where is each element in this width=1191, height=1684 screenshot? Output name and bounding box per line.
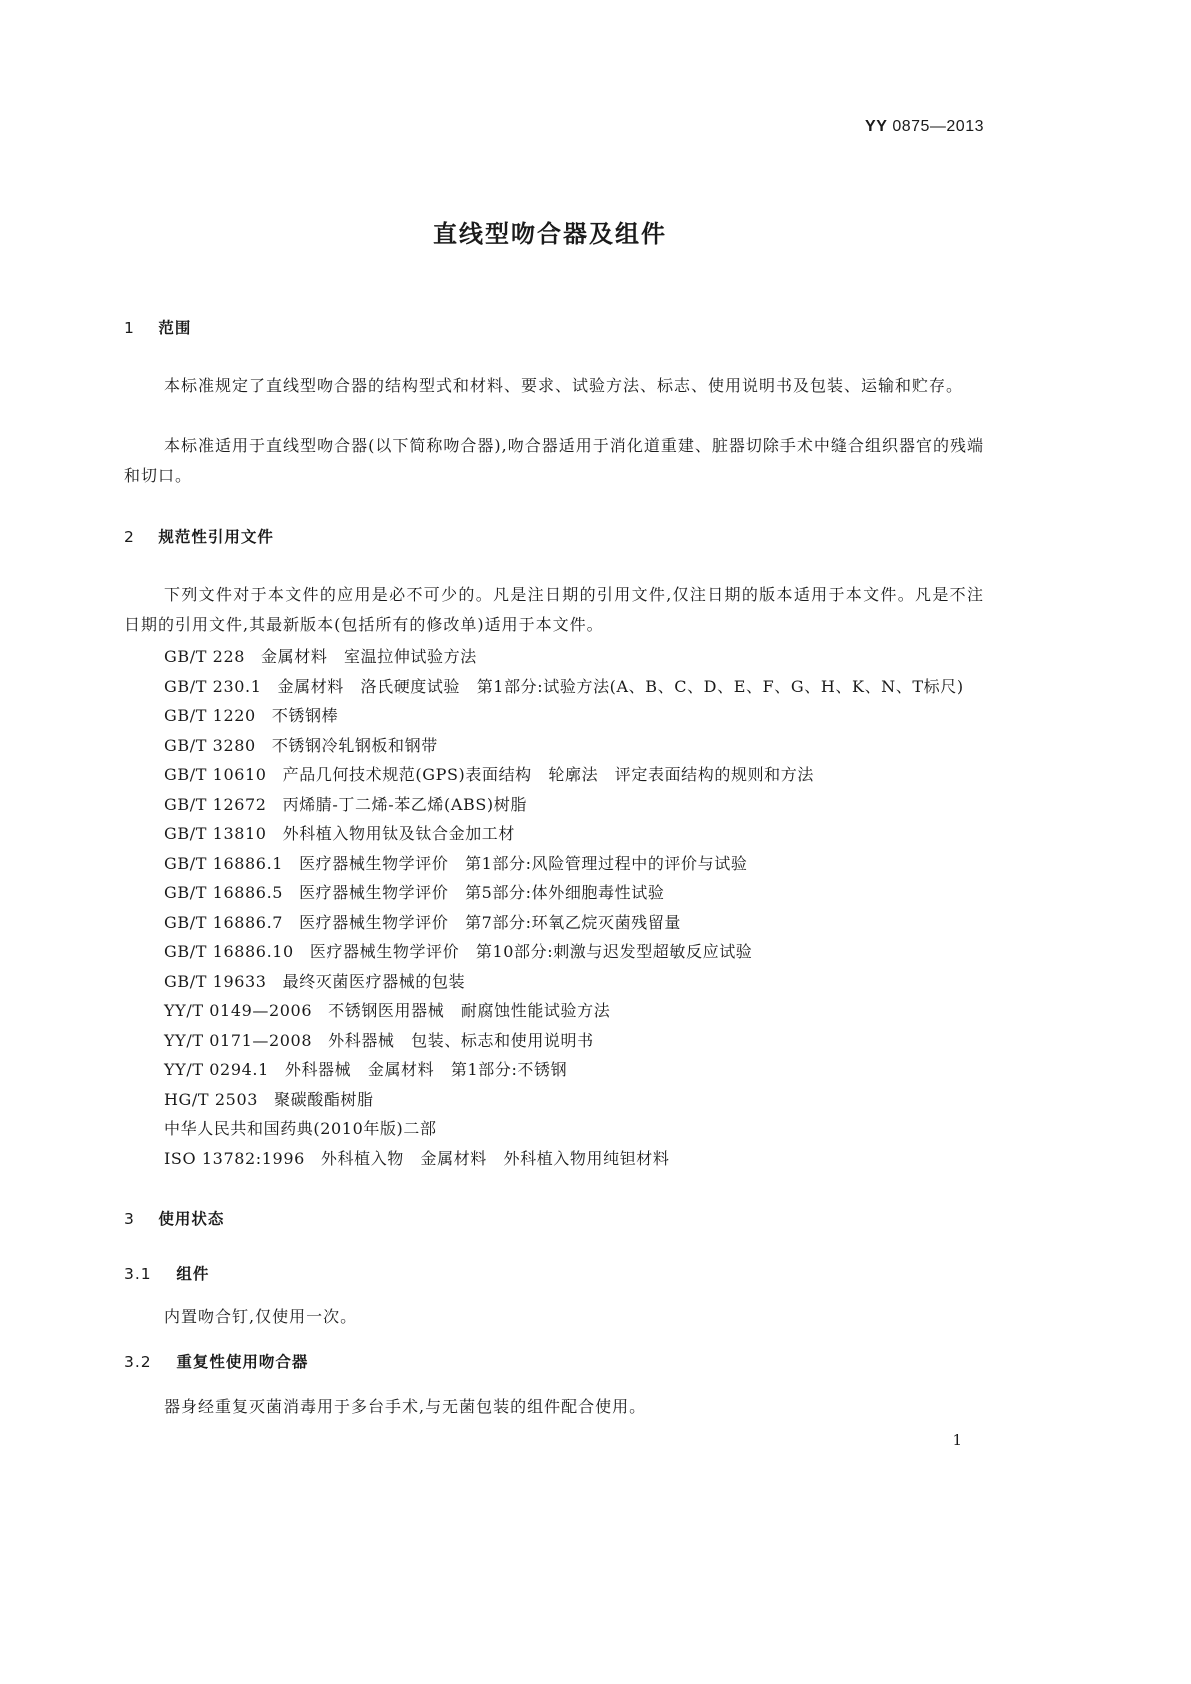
reference-code: GB/T 16886.1 [164,853,284,873]
standard-code-number: 0875—2013 [892,118,984,135]
reference-code: GB/T 16886.10 [164,942,294,961]
section-3-heading [124,1207,224,1229]
reference-item [164,878,994,908]
section-3-2-title: 重复性使用吻合器 [176,1353,309,1371]
reference-code: ISO 13782:1996 [164,1148,305,1168]
scope-paragraph-2: 本标准适用于直线型吻合器(以下简称吻合器),吻合器适用于消化道重建、脏器切除手术中缝合组织器官的残端和切口。 [124,436,984,485]
section-3-1-title: 组件 [176,1265,210,1283]
reference-item [164,672,994,702]
reference-item [164,1114,994,1144]
scope-paragraph-1: 本标准规定了直线型吻合器的结构型式和材料、要求、试验方法、标志、使用说明书及包装、运输和贮存。 [164,376,964,395]
reference-code: YY/T 0294.1 [164,1060,269,1079]
reference-code: 中华人民共和国药典(2010年版)二部 [164,1119,437,1138]
reference-item [164,1085,994,1115]
reference-title: 外科植入物用钛及钛合金加工材 [282,824,515,843]
reference-item [164,937,994,967]
reference-title: 产品几何技术规范(GPS)表面结构 轮廓法 评定表面结构的规则和方法 [282,765,814,784]
reference-title: 医疗器械生物学评价 第1部分:风险管理过程中的评价与试验 [299,853,748,873]
reference-item [164,1026,994,1056]
reference-code: GB/T 228 [164,647,246,666]
reference-title: 金属材料 室温拉伸试验方法 [261,647,477,666]
reusable-paragraph: 器身经重复灭菌消毒用于多台手术,与无菌包装的组件配合使用。 [164,1397,647,1416]
reference-code: GB/T 1220 [164,706,256,725]
reference-code: GB/T 16886.5 [164,883,284,902]
section-3-1-heading [124,1262,209,1284]
reference-code: GB/T 16886.7 [164,912,284,932]
reference-title: 聚碳酸酯树脂 [274,1089,374,1109]
reference-item [164,996,994,1026]
reference-code: HG/T 2503 [164,1089,259,1109]
reference-item [164,790,994,820]
reference-item [164,908,994,938]
components-paragraph: 内置吻合钉,仅使用一次。 [164,1307,358,1326]
reference-item [164,849,994,879]
reference-code: GB/T 230.1 [164,676,262,696]
reference-item [164,731,994,761]
reference-title: 最终灭菌医疗器械的包装 [282,971,466,991]
section-2-heading [124,525,274,547]
reference-title: 医疗器械生物学评价 第7部分:环氧乙烷灭菌残留量 [299,912,682,932]
reference-title: 不锈钢棒 [271,706,339,725]
section-1-number: 1 [124,319,135,337]
reference-title: 外科器械 包装、标志和使用说明书 [328,1030,594,1050]
reference-item [164,1055,994,1085]
section-3-number: 3 [124,1210,135,1228]
reference-item [164,701,994,731]
section-1-heading [124,316,191,338]
reference-code: GB/T 12672 [164,794,267,814]
reference-title: 医疗器械生物学评价 第10部分:刺激与迟发型超敏反应试验 [309,942,753,961]
reference-title: 不锈钢医用器械 耐腐蚀性能试验方法 [328,1001,611,1020]
reference-list [164,642,994,1173]
reference-item [164,819,994,849]
reference-code: GB/T 13810 [164,824,267,843]
standard-code-header [865,118,984,136]
reference-code: YY/T 0171—2008 [164,1030,313,1050]
reference-title: 医疗器械生物学评价 第5部分:体外细胞毒性试验 [299,883,665,902]
reference-item [164,1144,994,1174]
page-number: 1 [952,1431,962,1449]
reference-item [164,760,994,790]
section-2-title: 规范性引用文件 [158,528,274,546]
section-2-number: 2 [124,528,135,546]
section-1-title: 范围 [158,319,192,337]
section-3-title: 使用状态 [158,1210,225,1228]
section-3-2-number: 3.2 [124,1353,152,1371]
reference-title: 外科器械 金属材料 第1部分:不锈钢 [284,1060,568,1079]
reference-code: GB/T 3280 [164,735,256,755]
reference-code: GB/T 10610 [164,765,267,784]
standard-code-prefix: YY [865,118,888,135]
section-3-1-number: 3.1 [124,1265,152,1283]
reference-item [164,642,994,672]
reference-code: YY/T 0149—2006 [164,1001,313,1020]
reference-title: 金属材料 洛氏硬度试验 第1部分:试验方法(A、B、C、D、E、F、G、H、K、N、T标尺) [277,676,964,696]
reference-title: 外科植入物 金属材料 外科植入物用纯钽材料 [320,1148,670,1168]
reference-title: 丙烯腈-丁二烯-苯乙烯(ABS)树脂 [282,794,527,814]
reference-title: 不锈钢冷轧钢板和钢带 [271,735,438,755]
section-3-2-heading [124,1350,308,1372]
references-intro: 下列文件对于本文件的应用是必不可少的。凡是注日期的引用文件,仅注日期的版本适用于本文件。凡是不注日期的引用文件,其最新版本(包括所有的修改单)适用于本文件。 [124,585,984,634]
reference-item [164,967,994,997]
document-title: 直线型吻合器及组件 [433,220,667,248]
reference-code: GB/T 19633 [164,971,267,991]
